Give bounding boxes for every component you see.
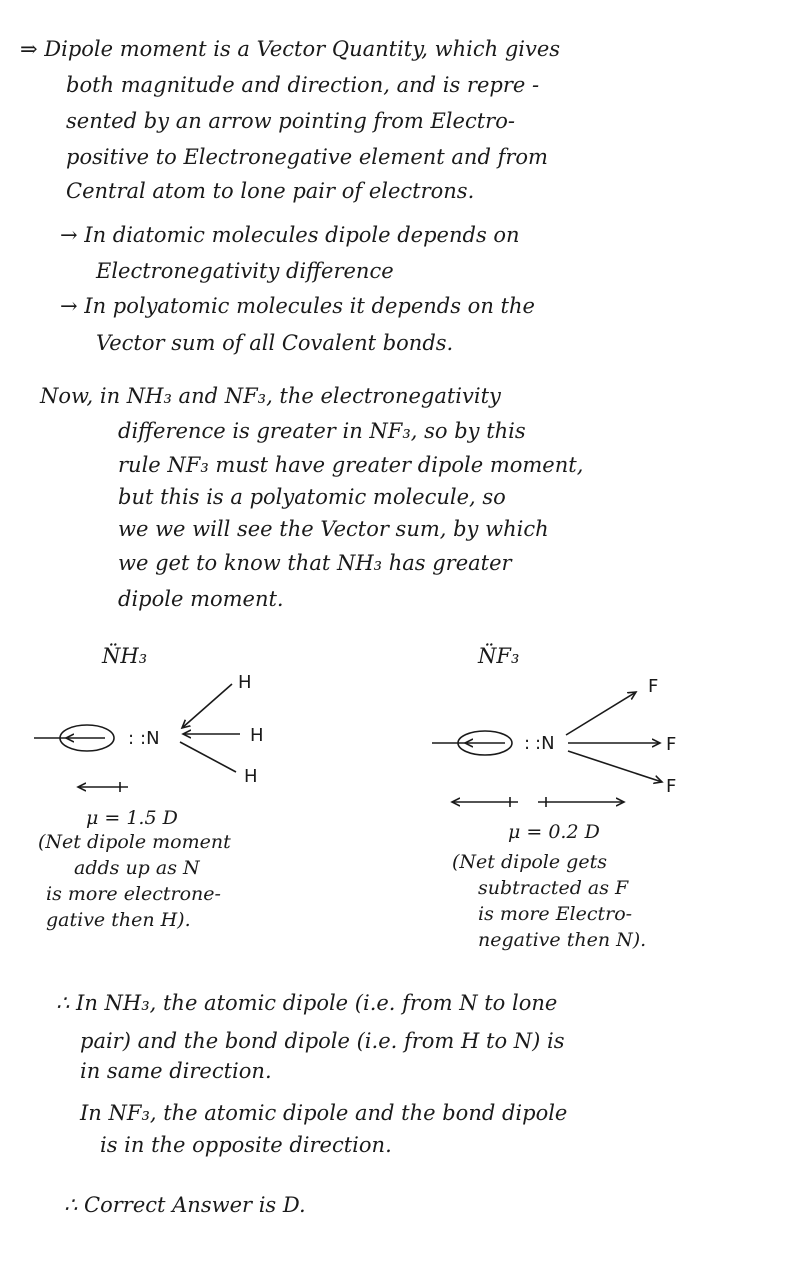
- now-line-7: dipole moment.: [118, 587, 284, 611]
- nh3-atom-h1: H: [238, 672, 252, 693]
- now-line-3: rule NF₃ must have greater dipole moment,: [118, 453, 584, 477]
- nf3-title: N̈F₃: [478, 644, 520, 668]
- intro-line-1: ⇒ Dipole moment is a Vector Quantity, which gives: [20, 37, 561, 61]
- nh3-mu: μ = 1.5 D: [86, 807, 178, 829]
- now-line-4: but this is a polyatomic molecule, so: [118, 485, 506, 509]
- bullet-polyatomic-line-2: Vector sum of all Covalent bonds.: [96, 331, 454, 355]
- nh3-note-3: is more electrone-: [46, 883, 221, 905]
- bullet-diatomic-line-2: Electronegativity difference: [96, 259, 394, 283]
- nf3-atom-f2: F: [666, 734, 677, 755]
- intro-line-5: Central atom to lone pair of electrons.: [66, 179, 475, 203]
- nh3-note-4: gative then H).: [46, 909, 191, 931]
- bullet-diatomic-line-1: → In diatomic molecules dipole depends on: [60, 223, 520, 247]
- intro-line-2: both magnitude and direction, and is repre -: [66, 73, 540, 97]
- correct-answer: ∴ Correct Answer is D.: [64, 1193, 306, 1217]
- nh3-center-n: :N: [140, 728, 160, 749]
- nh3-diagram: [34, 684, 240, 792]
- therefore-2-line-1: In NF₃, the atomic dipole and the bond dipole: [80, 1101, 568, 1125]
- therefore-1-line-2: pair) and the bond dipole (i.e. from H to N) is: [80, 1029, 565, 1053]
- nf3-center-n: :N: [535, 733, 555, 754]
- nf3-note-1: (Net dipole gets: [452, 851, 607, 873]
- nf3-lone-pair-dots: :: [524, 733, 531, 754]
- nh3-bond-h3: [180, 742, 236, 772]
- nh3-bond-h1: [182, 684, 232, 728]
- nf3-atom-f1: F: [648, 676, 659, 697]
- nh3-note-1: (Net dipole moment: [38, 831, 231, 853]
- now-line-2: difference is greater in NF₃, so by this: [118, 419, 526, 443]
- intro-line-4: positive to Electronegative element and from: [66, 145, 548, 169]
- nf3-bond-f1: [566, 692, 636, 735]
- nf3-bond-f3: [568, 751, 662, 782]
- nf3-mu: μ = 0.2 D: [508, 821, 600, 843]
- now-line-1: Now, in NH₃ and NF₃, the electronegativity: [40, 384, 501, 408]
- nh3-note-2: adds up as N: [74, 857, 200, 879]
- bullet-polyatomic-line-1: → In polyatomic molecules it depends on the: [60, 294, 535, 318]
- nf3-note-4: negative then N).: [478, 929, 647, 951]
- nh3-title: N̈H₃: [102, 644, 148, 668]
- nh3-atom-h2: H: [250, 725, 264, 746]
- therefore-1-line-3: in same direction.: [80, 1059, 272, 1083]
- nh3-atom-labels: [128, 672, 264, 787]
- now-line-6: we get to know that NH₃ has greater: [118, 551, 512, 575]
- therefore-1-line-1: ∴ In NH₃, the atomic dipole (i.e. from N to lone: [56, 991, 558, 1015]
- now-line-5: we we will see the Vector sum, by which: [118, 517, 549, 541]
- nf3-atom-f3: F: [666, 776, 677, 797]
- intro-line-3: sented by an arrow pointing from Electro-: [66, 109, 515, 133]
- nf3-note-3: is more Electro-: [478, 903, 633, 925]
- nh3-lone-pair-dots: :: [128, 728, 135, 749]
- therefore-2-line-2: is in the opposite direction.: [100, 1133, 392, 1157]
- nf3-note-2: subtracted as F: [478, 877, 629, 899]
- nh3-atom-h3: H: [244, 766, 258, 787]
